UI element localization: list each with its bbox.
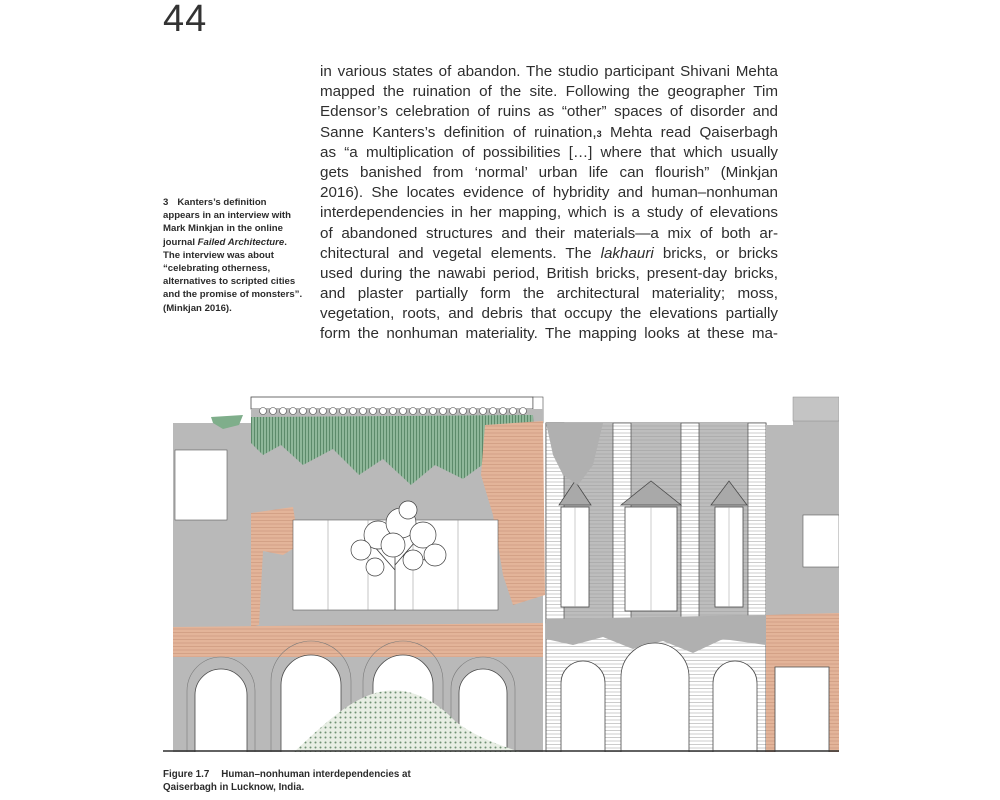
brick-band bbox=[173, 623, 543, 657]
body-line-4-start: Sanne Kanters’s definition of ruination, bbox=[320, 123, 597, 141]
body-line-4-end: Mehta read Qaiserbagh bbox=[601, 123, 778, 141]
sidenote bbox=[163, 196, 303, 315]
upper-parapet bbox=[251, 397, 533, 409]
body-line-9: of abandoned structures and their materials—a mix of both ar- bbox=[320, 224, 778, 242]
far-right-window bbox=[803, 515, 839, 567]
body-line-14: form the nonhuman materiality. The mapping looks at these ma- bbox=[320, 325, 778, 343]
body-line-2: mapped the ruination of the site. Following the geographer Tim bbox=[320, 83, 778, 101]
body-line-10 bbox=[320, 244, 778, 264]
body-line-8: interdependencies in her mapping, which is a study of elevations bbox=[320, 204, 778, 222]
sidenote-text-after: . The interview was about “celebrating otherness, alternatives to scripted cities and the promise of monsters”. (Minkjan 2016). bbox=[163, 236, 303, 314]
body-line-1: in various states of abandon. The studio participant Shivani Mehta bbox=[320, 63, 778, 80]
body-line-5: as “a multiplication of possibilities […] where that which usually bbox=[320, 143, 778, 161]
right-tower-top bbox=[793, 397, 839, 421]
body-line-10-start: chitectural and vegetal elements. The bbox=[320, 244, 592, 262]
page-number: 44 bbox=[163, 0, 208, 40]
body-line-6: gets banished from ‘normal’ urban life can flourish” (Minkjan bbox=[320, 163, 778, 181]
body-line-12: and plaster partially form the architectural materiality; moss, bbox=[320, 285, 778, 303]
elevation-drawing bbox=[163, 395, 839, 752]
footnote-ref[interactable]: 3 bbox=[596, 128, 602, 139]
left-window bbox=[175, 450, 227, 520]
body-line-13: vegetation, roots, and debris that occupy the elevations partially bbox=[320, 305, 778, 323]
far-right-arch bbox=[775, 667, 829, 752]
body-line-11: used during the nawabi period, British bricks, present-day bricks, bbox=[320, 264, 778, 282]
body-line-4 bbox=[320, 123, 778, 143]
italic-term: lakhauri bbox=[600, 244, 654, 262]
sidenote-text-before: Kanters’s definition appears in an interview with Mark Minkjan in the online journal bbox=[163, 197, 291, 248]
body-line-10-end: bricks, or bricks bbox=[653, 244, 778, 262]
figure-caption-text: Human–nonhuman interdependencies at Qaiserbagh in Lucknow, India. bbox=[163, 769, 411, 793]
sidenote-number: 3 bbox=[163, 197, 169, 208]
figure-caption bbox=[163, 768, 463, 794]
pediment-windows bbox=[559, 481, 747, 611]
sidenote-journal: Failed Architecture bbox=[197, 236, 285, 248]
figure-label: Figure 1.7 bbox=[163, 769, 210, 780]
body-line-3: Edensor’s celebration of ruins as “other” spaces of disorder and bbox=[320, 103, 778, 121]
body-text bbox=[320, 62, 778, 345]
body-line-7: 2016). She locates evidence of hybridity and human–nonhuman bbox=[320, 184, 778, 202]
